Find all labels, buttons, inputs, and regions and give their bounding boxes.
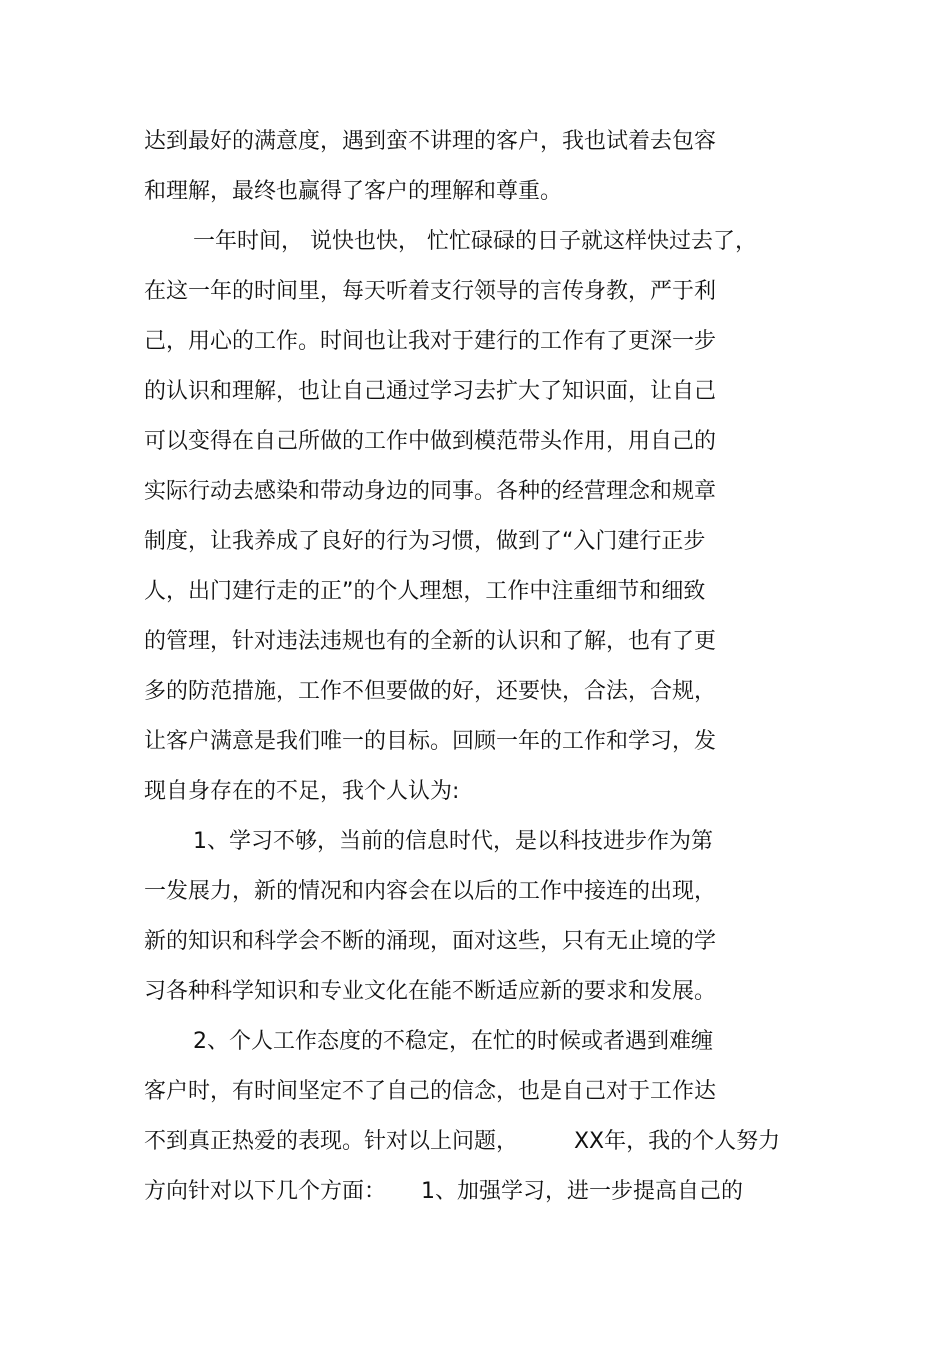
text-line: 实际行动去感染和带动身边的同事。各种的经营理念和规章: [144, 479, 717, 504]
text-line: 现自身存在的不足，我个人认为:: [144, 779, 460, 804]
text-line: 不到真正热爱的表现。针对以上问题， XX年，我的个人努力: [144, 1129, 781, 1154]
text-line: 和理解，最终也赢得了客户的理解和尊重。: [144, 179, 563, 204]
text-line: 多的防范措施，工作不但要做的好，还要快，合法，合规，: [144, 679, 717, 704]
text-line: 可以变得在自己所做的工作中做到模范带头作用，用自己的: [144, 429, 717, 454]
text-line: 人，出门建行走的正”的个人理想，工作中注重细节和细致: [144, 579, 706, 604]
text-line: 2、个人工作态度的不稳定，在忙的时候或者遇到难缠: [193, 1029, 713, 1054]
text-line: 在这一年的时间里，每天听着支行领导的言传身教，严于利: [144, 279, 717, 304]
text-line: 制度，让我养成了良好的行为习惯，做到了“入门建行正步: [144, 529, 706, 554]
text-line: 的管理，针对违法违规也有的全新的认识和了解，也有了更: [144, 629, 717, 654]
text-line: 让客户满意是我们唯一的目标。回顾一年的工作和学习，发: [144, 729, 717, 754]
text-line: 方向针对以下几个方面： 1、加强学习，进一步提高自己的: [144, 1179, 743, 1204]
text-line: 新的知识和科学会不断的涌现，面对这些，只有无止境的学: [144, 929, 717, 954]
text-line: 习各种科学知识和专业文化在能不断适应新的要求和发展。: [144, 979, 717, 1004]
text-line: 一年时间， 说快也快， 忙忙碌碌的日子就这样快过去了，: [193, 229, 757, 254]
text-line: 客户时，有时间坚定不了自己的信念，也是自己对于工作达: [144, 1079, 717, 1104]
text-line: 达到最好的满意度，遇到蛮不讲理的客户，我也试着去包容: [144, 129, 717, 154]
text-line: 一发展力，新的情况和内容会在以后的工作中接连的出现，: [144, 879, 717, 904]
text-line: 1、学习不够，当前的信息时代，是以科技进步作为第: [193, 829, 713, 854]
text-line: 的认识和理解，也让自己通过学习去扩大了知识面，让自己: [144, 379, 717, 404]
text-line: 己，用心的工作。时间也让我对于建行的工作有了更深一步: [144, 329, 717, 354]
